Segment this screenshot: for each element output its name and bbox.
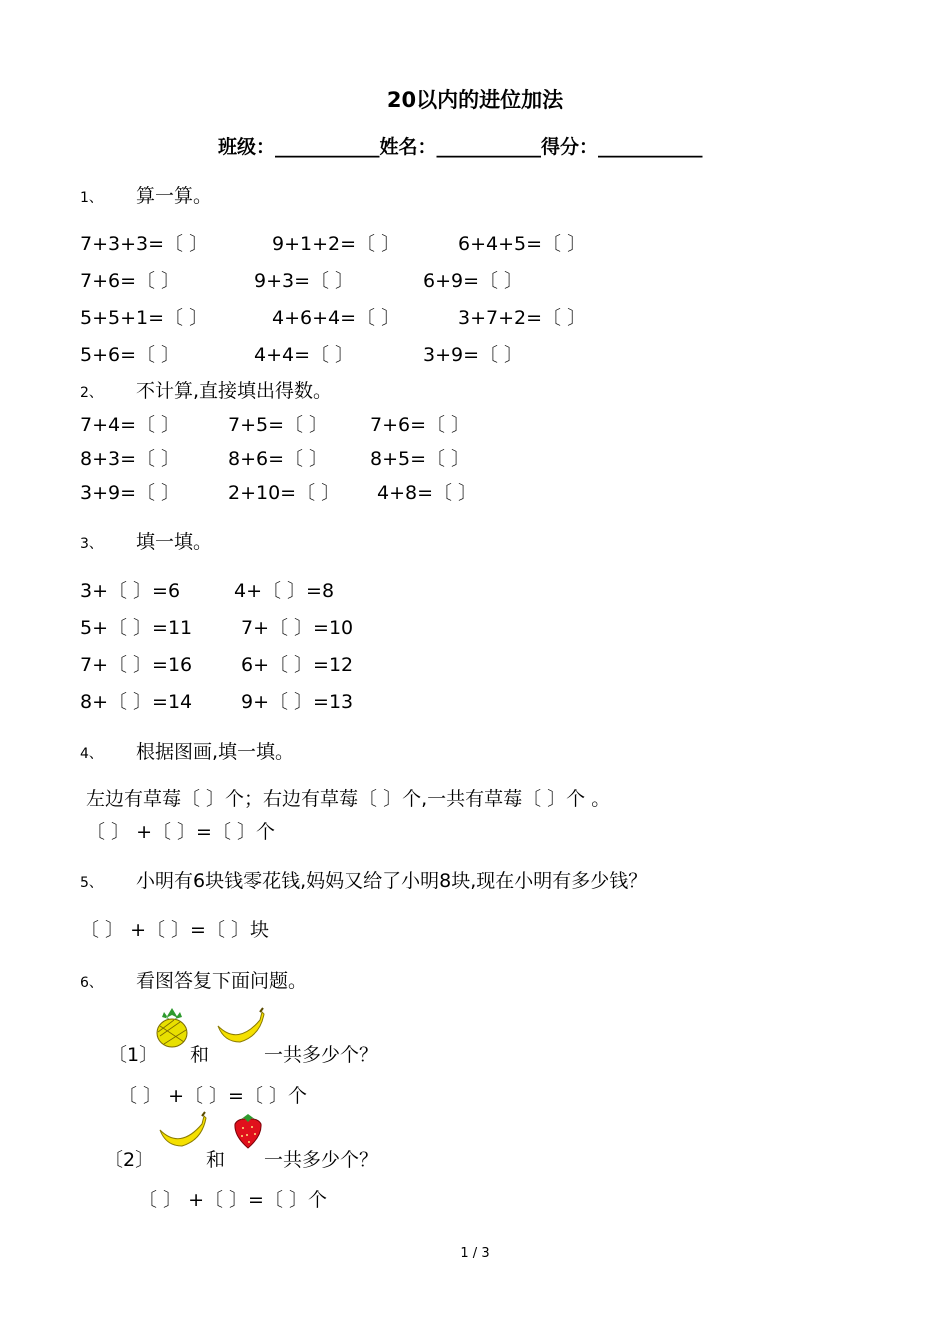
section1-r1c1: 9+3=〔 〕 [254,270,355,292]
section1-r0c0: 7+3+3=〔 〕 [80,233,209,255]
section1-r3c2: 3+9=〔 〕 [423,344,524,366]
q1-tail: 一共多少个？ [264,1044,379,1066]
section2-r0c0: 7+4=〔 〕 [80,414,181,436]
section3-r3c0: 8+〔 〕=14 [80,691,193,713]
section2-r1c1: 8+6=〔 〕 [228,448,329,470]
section1-r2c1: 4+6+4=〔 〕 [272,307,401,329]
q1-label: 〔1〕 [108,1044,159,1066]
section1-r2c2: 3+7+2=〔 〕 [458,307,587,329]
section5-answer: 〔 〕 +〔 〕=〔 〕块 [80,919,269,941]
section3-r2c1: 6+〔 〕=12 [241,654,354,676]
section6-heading [80,966,307,993]
section1-r1c2: 6+9=〔 〕 [423,270,524,292]
section2-r2c0: 3+9=〔 〕 [80,482,181,504]
section1-r0c1: 9+1+2=〔 〕 [272,233,401,255]
section2-title: 不计算,直接填出得数。 [136,380,333,402]
page-number: 1 / 3 [460,1246,490,1261]
q1-and: 和 [190,1044,210,1066]
section2-r1c0: 8+3=〔 〕 [80,448,181,470]
section3-r1c1: 7+〔 〕=10 [241,617,354,639]
section3-r2c0: 7+〔 〕=16 [80,654,193,676]
q1-answer: 〔 〕 +〔 〕=〔 〕个 [118,1085,307,1107]
section2-r2c1: 2+10=〔 〕 [228,482,341,504]
section2-r2c2: 4+8=〔 〕 [377,482,478,504]
section3-r1c0: 5+〔 〕=11 [80,617,193,639]
section5-title: 小明有6块钱零花钱,妈妈又给了小明8块,现在小明有多少钱？ [136,870,648,892]
student-info-line: 班级：___________姓名：___________得分：___________ [218,136,703,158]
strawberry-icon [230,1110,266,1150]
section4-line1: 左边有草莓〔 〕个；右边有草莓〔 〕个,一共有草莓〔 〕个 。 [86,788,611,810]
section4-line2: 〔 〕 +〔 〕=〔 〕个 [86,821,275,843]
section6-number: 6、 [80,975,103,991]
section1-r2c0: 5+5+1=〔 〕 [80,307,209,329]
banana-icon [214,1006,266,1046]
section2-number: 2、 [80,385,103,401]
section4-title: 根据图画,填一填。 [136,741,295,763]
section3-heading [80,527,212,554]
section1-r3c0: 5+6=〔 〕 [80,344,181,366]
section1-r0c2: 6+4+5=〔 〕 [458,233,587,255]
section3-title: 填一填。 [136,531,213,553]
section2-heading [80,376,332,403]
section3-r0c1: 4+〔 〕=8 [234,580,335,602]
section6-title: 看图答复下面问题。 [136,970,308,992]
section3-number: 3、 [80,536,103,552]
section2-r0c1: 7+5=〔 〕 [228,414,329,436]
section3-r0c0: 3+〔 〕=6 [80,580,181,602]
section1-number: 1、 [80,190,103,206]
section4-number: 4、 [80,746,103,762]
section5-number: 5、 [80,875,103,891]
section2-r0c2: 7+6=〔 〕 [370,414,471,436]
banana-icon [156,1110,208,1150]
section3-r3c1: 9+〔 〕=13 [241,691,354,713]
section1-r1c0: 7+6=〔 〕 [80,270,181,292]
section5-heading [80,866,647,893]
pineapple-icon [152,1006,192,1048]
section4-heading [80,737,294,764]
q2-and: 和 [206,1149,226,1171]
q2-answer: 〔 〕 +〔 〕=〔 〕个 [138,1189,327,1211]
section1-r3c1: 4+4=〔 〕 [254,344,355,366]
page-title: 20以内的进位加法 [386,88,564,112]
section1-heading [80,181,212,208]
section2-r1c2: 8+5=〔 〕 [370,448,471,470]
section1-title: 算一算。 [136,185,213,207]
q2-tail: 一共多少个？ [264,1149,379,1171]
q2-label: 〔2〕 [104,1149,155,1171]
